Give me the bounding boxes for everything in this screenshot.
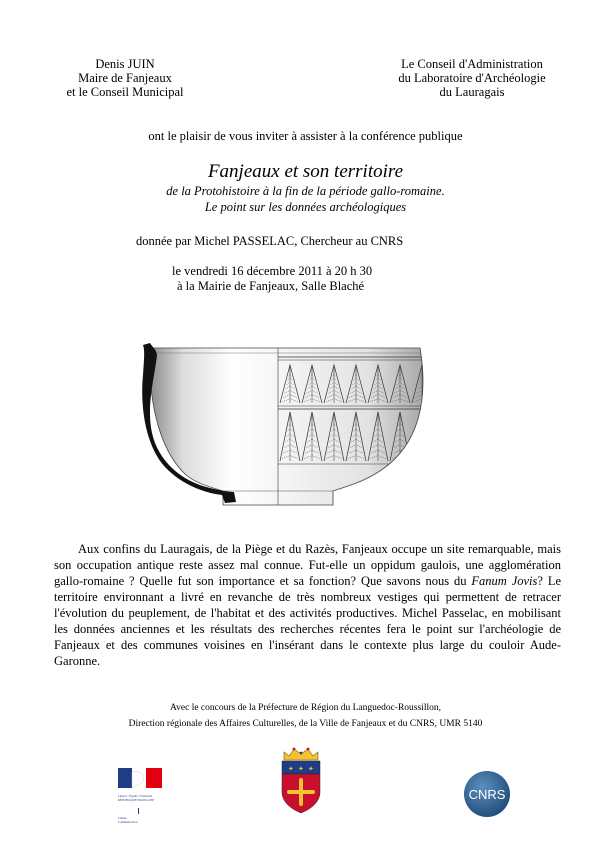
invitation-text: ont le plaisir de vous inviter à assister à la conférence publique [148, 129, 463, 143]
header-right-line: Le Conseil d'Administration [401, 57, 543, 71]
conference-title: Fanjeaux et son territoire [207, 161, 404, 182]
svg-text:✦: ✦ [308, 765, 314, 773]
marianne-logo-icon [118, 768, 162, 788]
cnrs-logo-text: CNRS [468, 787, 506, 802]
ministry-name: Culture [118, 816, 127, 820]
sponsor-line: Avec le concours de la Préfecture de Région du Languedoc-Roussillon, [169, 703, 441, 713]
prefecture-logo [118, 768, 162, 824]
fanjeaux-coat-of-arms-icon [278, 746, 324, 814]
header-right-line: du Lauragais [439, 85, 505, 99]
header-right [382, 57, 562, 99]
header-left-line: Denis JUIN [95, 57, 155, 71]
prefecture-motto: RÉPUBLIQUE FRANÇAISE [118, 797, 155, 802]
svg-text:✦: ✦ [288, 765, 294, 773]
svg-text:✦: ✦ [298, 765, 304, 773]
description-italic-term: Fanum Jovis [471, 574, 538, 588]
sponsor-line: Direction régionale des Affaires Culturelles, de la Ville de Fanjeaux et du CNRS, UMR 5140 [128, 719, 483, 729]
header-left-line: et le Conseil Municipal [66, 85, 184, 99]
event-place: à la Mairie de Fanjeaux, Salle Blaché [177, 279, 365, 293]
speaker-line: donnée par Michel PASSELAC, Chercheur au CNRS [136, 234, 404, 248]
pottery-bowl-drawing [130, 335, 430, 510]
description-text: Aux confins du Lauragais, de la Piège et du Razès, Fanjeaux occupe un site remarquable, mais son occupation antique reste assez mal connue. Fut-elle un oppidum gaulois, une agglomération gallo-romaine ? Quelle fut son importance et sa fonction? Que savons nous du [54, 542, 561, 588]
conference-subtitle: Le point sur les données archéologiques [204, 200, 407, 214]
description-paragraph [54, 541, 561, 669]
header-right-line: du Laboratoire d'Archéologie [398, 71, 546, 85]
conference-subtitle: de la Protohistoire à la fin de la période gallo-romaine. [166, 184, 445, 198]
description-text: ? Le territoire environnant a livré en revanche de très nombreux vestiges qui permettent de retracer l'évolution du peuplement, de l'habitat et des activités productives. Michel Passelac, en mobilisant les données anciennes et les résultats des recherches récentes fera le point sur l'archéologie de Fanjeaux et des communes voisines en l'insérant dans le contexte plus large du couloir Aude-Garonne. [54, 574, 562, 668]
prefecture-motto: Liberté • Égalité • Fraternité [118, 794, 152, 798]
cnrs-logo-icon [463, 770, 511, 818]
ministry-name: Communication [118, 819, 138, 824]
event-date: le vendredi 16 décembre 2011 à 20 h 30 [172, 264, 373, 278]
header-left [50, 57, 200, 99]
header-left-line: Maire de Fanjeaux [78, 71, 172, 85]
